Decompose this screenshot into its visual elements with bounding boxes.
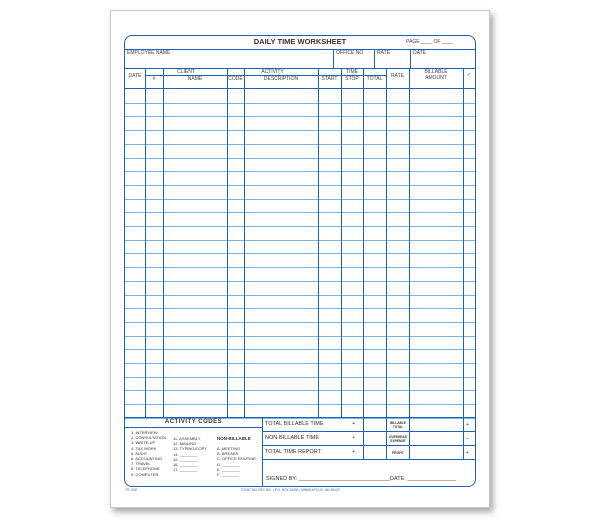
table-row-line: [125, 226, 475, 227]
table-column-line: [386, 69, 387, 417]
plus-sign: +: [466, 422, 469, 428]
copyright-text: ©2000 TAX-REX INC. • P.O. BOX 29030 • MINNEAPOLIS, MN 55429: [241, 488, 340, 492]
header-rate: RATE: [391, 73, 404, 79]
activity-codes-title: ACTIVITY CODES: [164, 419, 223, 425]
total-billable-time[interactable]: [265, 421, 361, 427]
header-activity-code: CODE: [228, 76, 243, 82]
clerical-code-item: 17. ________: [173, 467, 198, 473]
total-report-label: TOTAL TIME REPORT: [265, 449, 321, 455]
title-bar: [125, 36, 475, 50]
non-billable-code-item: E. ________: [217, 466, 240, 472]
non-billable-code-item: F. ________: [217, 472, 240, 477]
header-activity: ACTIVITY: [261, 69, 284, 75]
clerical-code-item: 15. ________: [173, 456, 198, 462]
header-date: DATE: [128, 73, 142, 79]
non-billable-title: NON-BILLABLE: [217, 436, 251, 441]
table-column-line: [227, 69, 228, 417]
summary-section: [125, 417, 475, 487]
header-client-no: #: [152, 76, 156, 82]
header-client-name: NAME: [187, 76, 203, 82]
header-billable-line2: AMOUNT: [425, 75, 447, 81]
table-row-line: [125, 199, 475, 200]
billable-total-label: BILLABLE TOTAL: [390, 421, 406, 429]
billable-code-item: 9. COMPUTER: [131, 471, 159, 477]
employee-name-field[interactable]: EMPLOYEE NAME: [127, 50, 171, 56]
header-check: ✓: [466, 72, 472, 78]
table-row-line: [125, 212, 475, 213]
office-no-field[interactable]: OFFICE NO.: [336, 50, 365, 56]
plus-sign: +: [352, 421, 355, 427]
table-row-line: [125, 144, 475, 145]
header-client: CLIENT: [177, 69, 195, 75]
table-row-line: [125, 240, 475, 241]
table-row-line: [125, 377, 475, 378]
profit-label: PROFIT: [392, 451, 404, 455]
signature-date-field[interactable]: DATE: ________________: [390, 476, 457, 482]
header-total: TOTAL: [366, 76, 383, 82]
header-time: TIME: [346, 69, 358, 75]
table-row-line: [125, 336, 475, 337]
plus-sign: +: [352, 435, 355, 441]
form-frame: [124, 35, 476, 487]
time-worksheet-form: [110, 10, 490, 508]
table-row-line: [125, 295, 475, 296]
table-row-line: [125, 322, 475, 323]
table-row-line: [125, 363, 475, 364]
billable-code-item: 8. TELEPHONE: [131, 466, 160, 472]
non-billable-code-item: A. MEETING: [217, 446, 241, 451]
header-billable-line1: BILLABLE: [424, 69, 448, 75]
header-activity-description: DESCRIPTION: [263, 76, 299, 82]
page-number-field[interactable]: PAGE ____ OF ____: [406, 39, 453, 45]
rate-field[interactable]: RATE: [377, 50, 390, 56]
clerical-code-item: 12. MAILING: [173, 441, 197, 447]
total-billable-label: TOTAL BILLABLE TIME: [265, 421, 324, 427]
plus-sign: +: [466, 450, 469, 456]
billable-code-item: 6. ACCOUNTING: [131, 456, 163, 461]
table-row-line: [125, 281, 475, 282]
table-column-line: [244, 69, 245, 417]
table-row-line: [125, 404, 475, 405]
billable-code-item: 2. CONSULTATION: [131, 435, 166, 441]
signed-by-field[interactable]: SIGNED BY: ______________________________: [266, 476, 391, 482]
table-row-line: [125, 130, 475, 131]
table-column-line: [463, 69, 464, 417]
table-row-line: [125, 103, 475, 104]
table-row-line: [125, 116, 475, 117]
overhead-expense-label: OVERHEAD EXPENSE: [388, 435, 408, 443]
form-number: TR-1000: [125, 488, 138, 492]
table-row-line: [125, 171, 475, 172]
table-row-line: [125, 349, 475, 350]
total-time-report[interactable]: [265, 449, 361, 455]
table-column-line: [409, 69, 410, 417]
billable-code-item: 7. TRAVEL: [131, 461, 151, 467]
clerical-code-item: 14. ________: [173, 451, 198, 457]
non-billable-code-item: C. OFFICE ROUTINE: [217, 456, 256, 462]
time-entry-grid[interactable]: [125, 89, 475, 437]
minus-sign: –: [466, 436, 469, 442]
table-column-line: [363, 69, 364, 417]
billable-code-item: 5. AUDIT: [131, 450, 148, 456]
table-row-line: [125, 253, 475, 254]
date-field[interactable]: DATE: [413, 50, 426, 56]
table-row-line: [125, 390, 475, 391]
non-billable-code-item: B. BREAKS: [217, 451, 239, 457]
non-billable-code-item: D. ________: [217, 461, 240, 467]
table-row-line: [125, 308, 475, 309]
table-column-line: [145, 69, 146, 417]
table-row-line: [125, 267, 475, 268]
employee-info-row: [125, 49, 475, 69]
clerical-code-item: 13. TYPING/COPY: [173, 446, 207, 452]
header-stop: STOP: [345, 76, 359, 82]
billable-code-item: 1. INTERVIEW: [131, 430, 158, 435]
column-headers: [125, 69, 475, 89]
billable-code-item: 3. WRITE-UP: [131, 440, 156, 446]
clerical-code-item: 11. ASSEMBLY: [173, 436, 201, 441]
plus-sign: +: [352, 449, 355, 455]
non-billable-label: NON-BILLABLE TIME: [265, 435, 319, 441]
table-row-line: [125, 185, 475, 186]
table-column-line: [318, 69, 319, 417]
table-column-line: [163, 69, 164, 417]
header-start: START: [321, 76, 338, 82]
non-billable-time[interactable]: [265, 435, 361, 441]
billable-code-item: 4. TAX WORK: [131, 445, 157, 451]
form-title: DAILY TIME WORKSHEET: [253, 37, 347, 46]
clerical-code-item: 16. ________: [173, 462, 198, 467]
table-column-line: [341, 69, 342, 417]
table-row-line: [125, 158, 475, 159]
